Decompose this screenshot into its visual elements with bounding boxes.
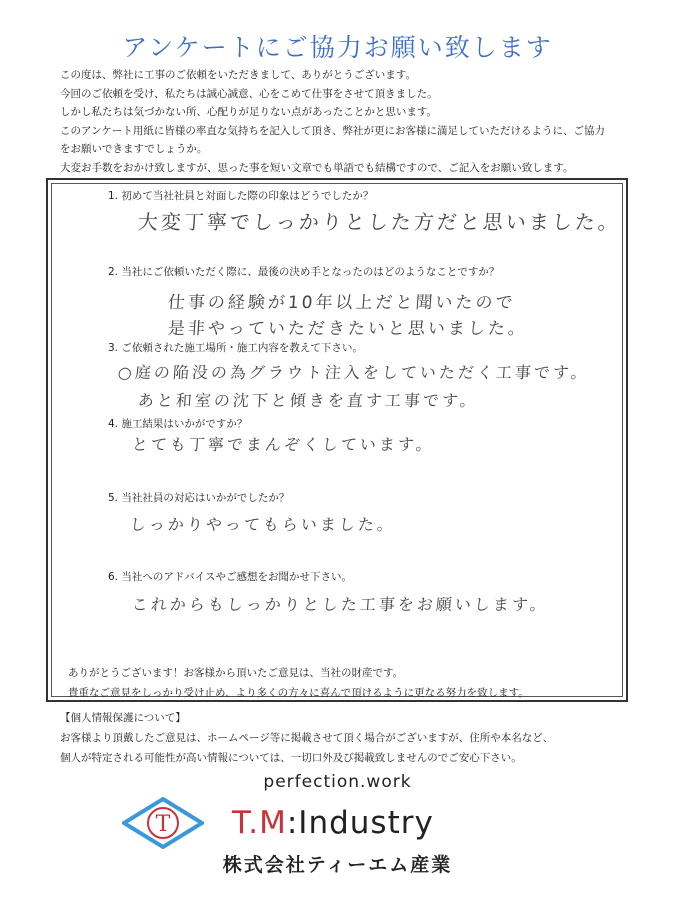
answer-6-line-1: これからもしっかりとした工事をお願いします。 [131,595,550,614]
question-5: 5. 当社社員の対応はいかがでしたか？ [108,492,290,504]
intro-line: 今回のご依頼を受け、私たちは誠心誠意、心をこめて仕事をさせて頂きました。 [60,87,438,100]
answer-2-line-2: 是非やっていただきたいと思いました。 [167,319,529,339]
intro-line: この度は、弊社に工事のご依頼をいただきまして、ありがとうございます。 [60,69,416,81]
intro-line: このアンケート用紙に皆様の率直な気持ちを記入して頂き、弊社が更にお客様に満足していただけるように、ご協力 [60,124,605,137]
closing-line-2: 貴重なご意見をしっかり受け止め、より多くの方々に喜んで頂けるように更なる努力を致します。 [68,687,529,699]
question-1: 1. 初めて当社社員と対面した際の印象はどうでしたか？ [108,190,374,202]
question-3: 3. ご依頼された施工場所・施工内容を教えて下さい。 [108,342,363,354]
intro-line: をお願いできますでしょうか。 [60,143,208,155]
answer-3-line-2: あと和室の沈下と傾きを直す工事です。 [137,391,480,410]
brand-rest: :Industry [286,805,434,841]
privacy-line-1: お客様より頂戴したご意見は、ホームページ等に掲載させて頂く場合がございますが、住所や本名など、 [60,732,554,744]
question-4: 4. 施工結果はいかがですか？ [108,418,248,430]
answer-3-line-1: ○庭の陥没の為グラウト注入をしていただく工事です。 [117,363,591,382]
company-name: 株式会社ティーエム産業 [222,854,453,876]
brand-name [232,805,434,841]
privacy-line-2: 個人が特定される可能性が高い情報については、一切口外及び掲載致しませんのでご安心下さい。 [60,752,522,764]
slogan: perfection.work [263,772,412,792]
answer-1-line-1: 大変丁寧でしっかりとした方だと思いました。 [137,210,622,234]
question-2: 2. 当社にご依頼いただく際に、最後の決め手となったのはどのようなことですか？ [108,266,500,278]
intro-text [60,66,640,177]
page-title: アンケートにご協力お願い致します [122,33,553,62]
answer-5-line-1: しっかりやってもらいました。 [129,515,397,534]
answer-4-line-1: とても丁寧でまんぞくしています。 [131,435,436,454]
company-logo-icon [122,797,204,853]
intro-line: しかし私たちは気づかない所、心配りが足りない点があったことかと思います。 [60,106,438,118]
brand-tm: T.M [232,805,287,841]
survey-frame [46,178,628,702]
logo-letter: T [155,812,171,837]
closing-line-1: ありがとうございます！お客様から頂いたご意見は、当社の財産です。 [68,667,404,679]
answer-2-line-1: 仕事の経験が10年以上だと聞いたので [167,293,517,313]
privacy-heading: 【個人情報保護について】 [60,712,186,724]
question-6: 6. 当社へのアドバイスやご感想をお聞かせ下さい。 [108,571,353,583]
intro-line: 大変お手数をおかけ致しますが、思った事を短い文章でも単語でも結構ですので、ご記入をお願い致します。 [60,161,574,174]
